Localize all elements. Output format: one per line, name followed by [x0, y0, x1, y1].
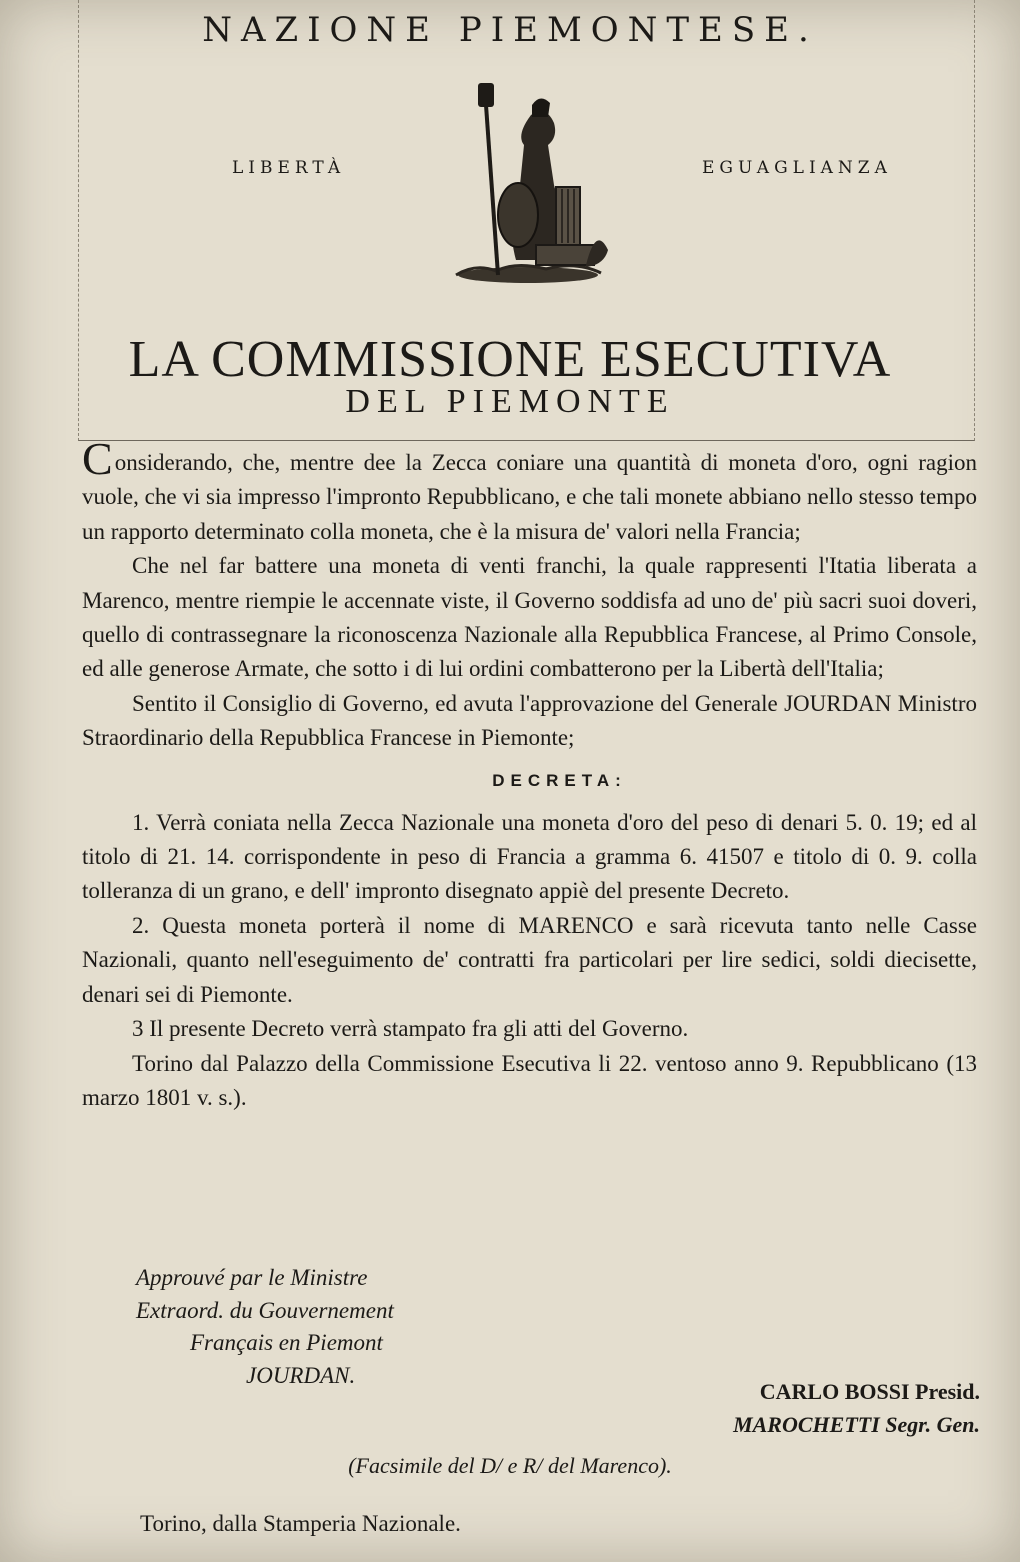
article-1: 1. Verrà coniata nella Zecca Nazionale una moneta d'oro del peso di denari 5. 0. 19; ed al titolo di 21. 14. corrispondente in peso di Francia a gramma 6. 41507 e titolo di 0. 9. colla tolleranza di un grano, e dell' impronto disegnato appiè del presente Decreto.	[82, 809, 977, 904]
paragraph-considerando	[82, 433, 977, 549]
liberty-figure-emblem	[436, 75, 616, 290]
paragraph-1-text: onsiderando, che, mentre dee la Zecca coniare una quantità di moneta d'oro, ogni ragion vuole, che vi sia impresso l'impronto Repubblicano, e che tali monete abbiano nello stesso tempo un rapporto determinato colla moneta, che è la misura de' valori nella Francia;	[82, 450, 977, 544]
approval-line-2: Extraord. du Gouvernement	[136, 1297, 394, 1323]
article-2: 2. Questa moneta porterà il nome di MARENCO e sarà ricevuta tanto nelle Casse Nazionali, quanto nell'eseguimento de' contratti fra particolari per lire sedici, soldi diecisette, denari sei di Piemonte.	[82, 912, 977, 1007]
motto-left: LIBERTÀ	[232, 158, 346, 178]
approval-line-3: Français en Piemont	[190, 1330, 383, 1355]
approval-line-1: Approuvé par le Ministre	[136, 1265, 368, 1290]
motto-right: EGUAGLIANZA	[702, 158, 892, 178]
main-heading: LA COMMISSIONE ESECUTIVA	[128, 331, 892, 388]
header-title: NAZIONE PIEMONTESE.	[202, 10, 818, 50]
sub-heading: DEL PIEMONTE	[345, 383, 675, 420]
decree-body	[82, 433, 977, 1115]
paragraph-3: Sentito il Consiglio di Governo, ed avuta l'approvazione del Generale JOURDAN Ministro Straordinario della Repubblica Francese in Piemonte;	[82, 690, 977, 751]
drop-cap: C	[82, 433, 113, 484]
printer-imprint: Torino, dalla Stamperia Nazionale.	[140, 1511, 461, 1536]
paragraph-2: Che nel far battere una moneta di venti franchi, la quale rappresenti l'Itatia liberata a Marenco, mentre riempie le accennate viste, il Governo soddisfa ad uno de' più sacri suoi doveri, quello di contrassegnare la riconoscenza Nazionale alla Repubblica Francese, al Primo Console, ed alle generose Armate, che sotto i di lui ordini combatterono per la Libertà dell'Italia;	[82, 553, 977, 682]
decreta-heading: DECRETA:	[492, 770, 627, 790]
secretary-signature: MAROCHETTI Segr. Gen.	[733, 1412, 980, 1437]
approval-signature	[136, 1262, 394, 1392]
president-signature: CARLO BOSSI Presid.	[759, 1379, 980, 1404]
commission-signatures	[733, 1375, 980, 1441]
approval-line-4: JOURDAN.	[246, 1362, 356, 1388]
facsimile-note: (Facsimile del D/ e R/ del Marenco).	[348, 1453, 672, 1478]
date-line: Torino dal Palazzo della Commissione Esecutiva li 22. ventoso anno 9. Repubblicano (13 marzo 1801 v. s.).	[82, 1050, 977, 1110]
article-3: 3 Il presente Decreto verrà stampato fra gli atti del Governo.	[132, 1016, 689, 1042]
